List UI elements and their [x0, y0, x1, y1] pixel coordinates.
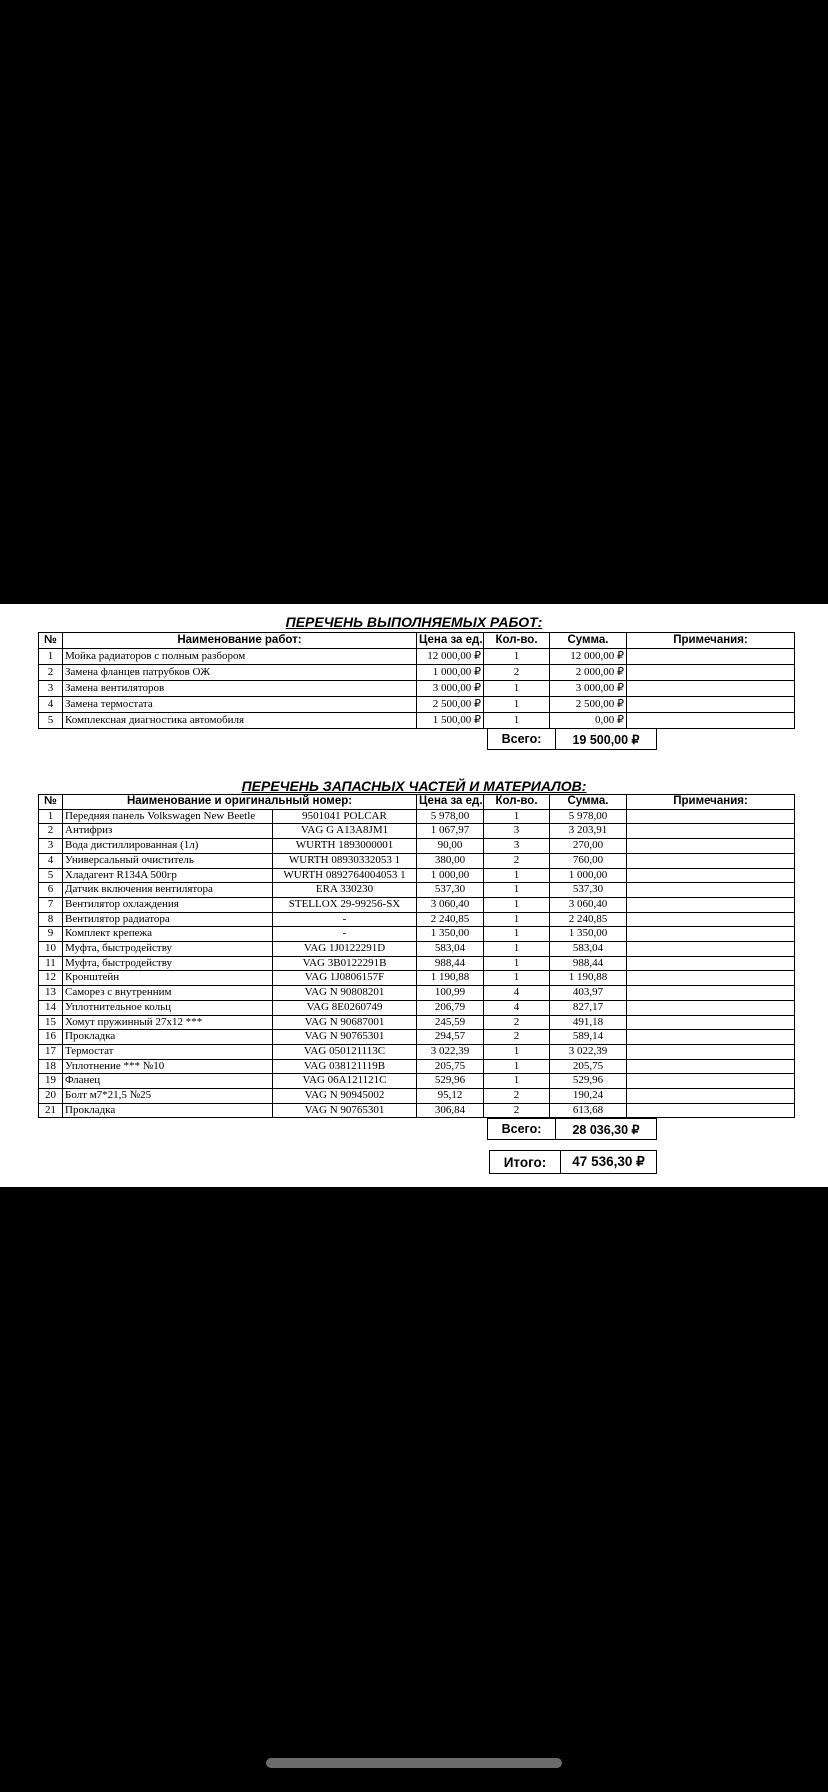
row-note: [627, 839, 795, 854]
invoice-document: [0, 604, 828, 1187]
part-name: Передняя панель Volkswagen New Beetle: [63, 809, 273, 824]
row-note: [627, 697, 795, 713]
row-number: 9: [39, 927, 63, 942]
part-name: Комплект крепежа: [63, 927, 273, 942]
unit-price: 12 000,00 ₽: [417, 649, 484, 665]
row-sum: 1 000,00: [550, 868, 627, 883]
row-note: [627, 927, 795, 942]
table-row: [39, 1059, 795, 1074]
row-number: 13: [39, 986, 63, 1001]
part-name: Вентилятор радиатора: [63, 912, 273, 927]
col-number-header: №: [39, 795, 63, 810]
row-number: 3: [39, 839, 63, 854]
table-row: [39, 649, 795, 665]
unit-price: 5 978,00: [417, 809, 484, 824]
row-note: [627, 649, 795, 665]
works-rows: [39, 649, 795, 729]
part-code: -: [273, 927, 417, 942]
part-name: Термостат: [63, 1044, 273, 1059]
row-sum: 2 000,00 ₽: [550, 665, 627, 681]
table-row: [39, 986, 795, 1001]
quantity: 3: [484, 839, 550, 854]
part-code: VAG 050121113C: [273, 1044, 417, 1059]
quantity: 1: [484, 883, 550, 898]
part-name: Антифриз: [63, 824, 273, 839]
row-number: 8: [39, 912, 63, 927]
works-total-label: Всего:: [488, 729, 556, 749]
row-number: 12: [39, 971, 63, 986]
part-code: VAG 8E0260749: [273, 1000, 417, 1015]
part-code: WURTH 08930332053 1: [273, 853, 417, 868]
part-code: ERA 330230: [273, 883, 417, 898]
unit-price: 1 067,97: [417, 824, 484, 839]
works-table: [38, 632, 795, 729]
row-sum: 1 190,88: [550, 971, 627, 986]
row-number: 11: [39, 956, 63, 971]
row-note: [627, 665, 795, 681]
col-qty-header: Кол-во.: [484, 633, 550, 649]
table-row: [39, 665, 795, 681]
parts-rows: [39, 809, 795, 1118]
table-row: [39, 912, 795, 927]
col-notes-header: Примечания:: [627, 795, 795, 810]
quantity: 4: [484, 986, 550, 1001]
part-name: Фланец: [63, 1074, 273, 1089]
quantity: 2: [484, 665, 550, 681]
part-code: VAG N 90687001: [273, 1015, 417, 1030]
row-number: 1: [39, 809, 63, 824]
col-price-header: Цена за ед.: [417, 795, 484, 810]
parts-title: ПЕРЕЧЕНЬ ЗАПАСНЫХ ЧАСТЕЙ И МАТЕРИАЛОВ:: [241, 778, 587, 794]
row-sum: 529,96: [550, 1074, 627, 1089]
unit-price: 3 000,00 ₽: [417, 681, 484, 697]
row-note: [627, 713, 795, 729]
quantity: 1: [484, 649, 550, 665]
row-sum: 3 000,00 ₽: [550, 681, 627, 697]
quantity: 1: [484, 713, 550, 729]
col-price-header: Цена за ед.: [417, 633, 484, 649]
row-sum: 583,04: [550, 942, 627, 957]
quantity: 1: [484, 697, 550, 713]
part-name: Хладагент R134A 500гр: [63, 868, 273, 883]
work-name: Комплексная диагностика автомобиля: [63, 713, 417, 729]
quantity: 1: [484, 681, 550, 697]
quantity: 2: [484, 1103, 550, 1118]
table-row: [39, 713, 795, 729]
row-sum: 190,24: [550, 1089, 627, 1104]
table-row: [39, 824, 795, 839]
row-number: 18: [39, 1059, 63, 1074]
unit-price: 206,79: [417, 1000, 484, 1015]
quantity: 3: [484, 824, 550, 839]
row-sum: 3 022,39: [550, 1044, 627, 1059]
quantity: 1: [484, 1044, 550, 1059]
table-row: [39, 853, 795, 868]
row-number: 19: [39, 1074, 63, 1089]
row-note: [627, 971, 795, 986]
part-name: Болт м7*21,5 №25: [63, 1089, 273, 1104]
quantity: 2: [484, 1015, 550, 1030]
table-row: [39, 1103, 795, 1118]
row-sum: 827,17: [550, 1000, 627, 1015]
works-header-row: [39, 633, 795, 649]
quantity: 1: [484, 942, 550, 957]
quantity: 1: [484, 956, 550, 971]
row-number: 16: [39, 1030, 63, 1045]
works-total-box: [487, 728, 657, 750]
unit-price: 1 000,00 ₽: [417, 665, 484, 681]
part-name: Уплотнительное кольц: [63, 1000, 273, 1015]
table-row: [39, 942, 795, 957]
row-note: [627, 1015, 795, 1030]
row-number: 4: [39, 697, 63, 713]
unit-price: 988,44: [417, 956, 484, 971]
row-note: [627, 1059, 795, 1074]
row-note: [627, 1000, 795, 1015]
row-sum: 589,14: [550, 1030, 627, 1045]
col-number-header: №: [39, 633, 63, 649]
unit-price: 529,96: [417, 1074, 484, 1089]
home-indicator[interactable]: [266, 1758, 562, 1768]
work-name: Мойка радиаторов с полным разбором: [63, 649, 417, 665]
work-name: Замена фланцев патрубков ОЖ: [63, 665, 417, 681]
unit-price: 1 190,88: [417, 971, 484, 986]
row-note: [627, 824, 795, 839]
unit-price: 3 022,39: [417, 1044, 484, 1059]
part-name: Универсальный очиститель: [63, 853, 273, 868]
table-row: [39, 1089, 795, 1104]
row-sum: 760,00: [550, 853, 627, 868]
col-sum-header: Сумма.: [550, 795, 627, 810]
part-code: -: [273, 912, 417, 927]
table-row: [39, 927, 795, 942]
row-number: 21: [39, 1103, 63, 1118]
row-note: [627, 1074, 795, 1089]
row-number: 4: [39, 853, 63, 868]
unit-price: 306,84: [417, 1103, 484, 1118]
part-code: WURTH 0892764004053 1: [273, 868, 417, 883]
row-sum: 613,68: [550, 1103, 627, 1118]
works-total-value: 19 500,00 ₽: [572, 732, 640, 747]
row-sum: 403,97: [550, 986, 627, 1001]
table-row: [39, 809, 795, 824]
row-sum: 205,75: [550, 1059, 627, 1074]
parts-table: [38, 794, 795, 1118]
row-sum: 2 240,85: [550, 912, 627, 927]
part-code: VAG 038121119B: [273, 1059, 417, 1074]
work-name: Замена вентиляторов: [63, 681, 417, 697]
table-row: [39, 1074, 795, 1089]
row-sum: 3 203,91: [550, 824, 627, 839]
part-name: Кронштейн: [63, 971, 273, 986]
row-note: [627, 1089, 795, 1104]
table-row: [39, 897, 795, 912]
unit-price: 380,00: [417, 853, 484, 868]
table-row: [39, 868, 795, 883]
row-note: [627, 942, 795, 957]
row-note: [627, 883, 795, 898]
col-name-header: Наименование работ:: [63, 633, 417, 649]
part-name: Прокладка: [63, 1030, 273, 1045]
table-row: [39, 697, 795, 713]
grand-total-box: [489, 1150, 657, 1174]
unit-price: 583,04: [417, 942, 484, 957]
part-name: Датчик включения вентилятора: [63, 883, 273, 898]
parts-total-value: 28 036,30 ₽: [572, 1122, 640, 1137]
part-name: Уплотнение *** №10: [63, 1059, 273, 1074]
unit-price: 537,30: [417, 883, 484, 898]
quantity: 1: [484, 1074, 550, 1089]
quantity: 1: [484, 971, 550, 986]
row-number: 10: [39, 942, 63, 957]
part-name: Саморез с внутренним: [63, 986, 273, 1001]
row-sum: 12 000,00 ₽: [550, 649, 627, 665]
unit-price: 1 500,00 ₽: [417, 713, 484, 729]
part-code: WURTH 1893000001: [273, 839, 417, 854]
quantity: 1: [484, 1059, 550, 1074]
part-code: VAG 3B0122291B: [273, 956, 417, 971]
row-sum: 537,30: [550, 883, 627, 898]
row-note: [627, 809, 795, 824]
row-number: 5: [39, 713, 63, 729]
row-sum: 5 978,00: [550, 809, 627, 824]
part-code: STELLOX 29-99256-SX: [273, 897, 417, 912]
part-code: VAG 06A121121C: [273, 1074, 417, 1089]
quantity: 2: [484, 1030, 550, 1045]
work-name: Замена термостата: [63, 697, 417, 713]
row-note: [627, 1030, 795, 1045]
part-code: VAG N 90945002: [273, 1089, 417, 1104]
row-number: 15: [39, 1015, 63, 1030]
table-row: [39, 1015, 795, 1030]
quantity: 1: [484, 809, 550, 824]
unit-price: 1 350,00: [417, 927, 484, 942]
part-name: Вентилятор охлаждения: [63, 897, 273, 912]
row-number: 2: [39, 665, 63, 681]
unit-price: 90,00: [417, 839, 484, 854]
row-sum: 3 060,40: [550, 897, 627, 912]
row-sum: 0,00 ₽: [550, 713, 627, 729]
parts-header-row: [39, 795, 795, 810]
works-title: ПЕРЕЧЕНЬ ВЫПОЛНЯЕМЫХ РАБОТ:: [285, 614, 543, 630]
part-code: VAG G A13A8JM1: [273, 824, 417, 839]
col-name-code-header: Наименование и оригинальный номер:: [63, 795, 417, 810]
part-code: VAG N 90808201: [273, 986, 417, 1001]
quantity: 1: [484, 927, 550, 942]
part-name: Вода дистиллированная (1л): [63, 839, 273, 854]
part-name: Муфта, быстродейству: [63, 942, 273, 957]
col-qty-header: Кол-во.: [484, 795, 550, 810]
table-row: [39, 839, 795, 854]
row-number: 7: [39, 897, 63, 912]
row-sum: 1 350,00: [550, 927, 627, 942]
grand-total-value: 47 536,30 ₽: [572, 1154, 645, 1169]
row-note: [627, 868, 795, 883]
col-notes-header: Примечания:: [627, 633, 795, 649]
table-row: [39, 681, 795, 697]
row-note: [627, 986, 795, 1001]
row-sum: 2 500,00 ₽: [550, 697, 627, 713]
quantity: 1: [484, 912, 550, 927]
row-note: [627, 681, 795, 697]
unit-price: 1 000,00: [417, 868, 484, 883]
grand-total-label: Итого:: [490, 1151, 561, 1173]
table-row: [39, 956, 795, 971]
part-name: Хомут пружинный 27x12 ***: [63, 1015, 273, 1030]
unit-price: 95,12: [417, 1089, 484, 1104]
row-number: 20: [39, 1089, 63, 1104]
row-number: 14: [39, 1000, 63, 1015]
row-note: [627, 1103, 795, 1118]
row-sum: 491,18: [550, 1015, 627, 1030]
part-name: Прокладка: [63, 1103, 273, 1118]
row-number: 6: [39, 883, 63, 898]
unit-price: 205,75: [417, 1059, 484, 1074]
part-code: VAG 1J0122291D: [273, 942, 417, 957]
table-row: [39, 1000, 795, 1015]
table-row: [39, 1030, 795, 1045]
quantity: 2: [484, 853, 550, 868]
part-name: Муфта, быстродейству: [63, 956, 273, 971]
quantity: 2: [484, 1089, 550, 1104]
row-number: 3: [39, 681, 63, 697]
row-note: [627, 956, 795, 971]
part-code: VAG N 90765301: [273, 1103, 417, 1118]
quantity: 1: [484, 897, 550, 912]
unit-price: 100,99: [417, 986, 484, 1001]
col-sum-header: Сумма.: [550, 633, 627, 649]
unit-price: 3 060,40: [417, 897, 484, 912]
table-row: [39, 971, 795, 986]
row-note: [627, 912, 795, 927]
parts-total-label: Всего:: [488, 1119, 556, 1139]
unit-price: 294,57: [417, 1030, 484, 1045]
part-code: VAG 1J0806157F: [273, 971, 417, 986]
row-note: [627, 853, 795, 868]
row-number: 2: [39, 824, 63, 839]
row-number: 1: [39, 649, 63, 665]
quantity: 1: [484, 868, 550, 883]
unit-price: 2 240,85: [417, 912, 484, 927]
row-note: [627, 1044, 795, 1059]
unit-price: 2 500,00 ₽: [417, 697, 484, 713]
row-number: 5: [39, 868, 63, 883]
quantity: 4: [484, 1000, 550, 1015]
row-number: 17: [39, 1044, 63, 1059]
part-code: VAG N 90765301: [273, 1030, 417, 1045]
row-note: [627, 897, 795, 912]
table-row: [39, 883, 795, 898]
parts-total-box: [487, 1118, 657, 1140]
row-sum: 988,44: [550, 956, 627, 971]
row-sum: 270,00: [550, 839, 627, 854]
part-code: 9501041 POLCAR: [273, 809, 417, 824]
unit-price: 245,59: [417, 1015, 484, 1030]
table-row: [39, 1044, 795, 1059]
